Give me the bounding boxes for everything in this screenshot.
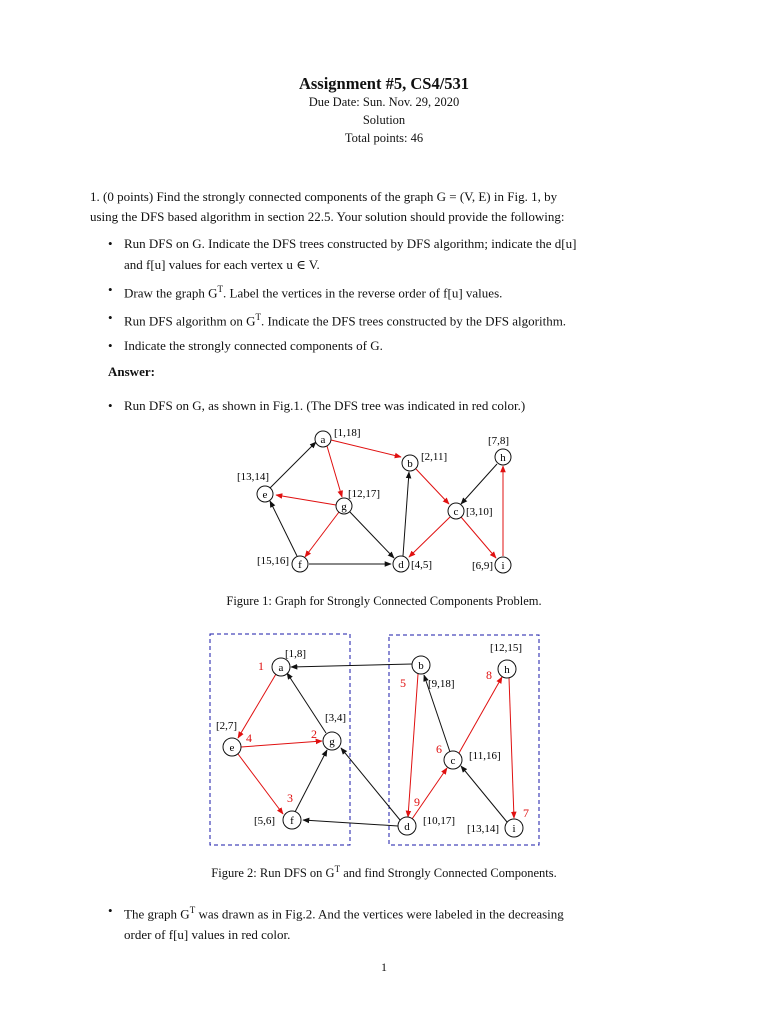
node-e-time: [2,7] — [216, 720, 238, 732]
node-i-time: [6,9] — [472, 560, 494, 572]
node-f-order: 3 — [287, 791, 293, 805]
node-a-order: 1 — [258, 659, 264, 673]
requirement-text: Run DFS algorithm on $G^T$. Indicate the DFS trees constructed by the DFS algorithm. — [124, 312, 567, 329]
figure-2-graph — [0, 630, 768, 850]
svg-text:g: g — [341, 501, 347, 513]
answer-text: Run DFS on G, as shown in Fig.1. (The DFS tree was indicated in red color.) — [124, 398, 526, 413]
edge-d-c — [412, 768, 447, 819]
node-c-time: [11,16] — [469, 750, 501, 762]
requirement-text: Indicate the strongly connected components of G. — [124, 338, 383, 353]
edge-f-e — [270, 501, 297, 556]
svg-text:b: b — [418, 660, 424, 672]
node-c — [448, 503, 493, 519]
node-a — [315, 427, 361, 447]
edge-h-c — [461, 464, 497, 504]
svg-text:c: c — [453, 506, 459, 518]
bullet-dot: • — [108, 398, 113, 413]
bullet-dot: • — [108, 310, 113, 325]
svg-text:g: g — [329, 736, 335, 748]
node-a — [258, 648, 306, 676]
edge-c-h — [459, 677, 502, 753]
node-i-order: 7 — [523, 806, 529, 820]
bullet-dot: • — [108, 903, 113, 918]
solution-label: Solution — [362, 113, 406, 127]
edge-a-g — [327, 446, 342, 497]
edge-g-a — [287, 673, 326, 733]
node-d-order: 9 — [414, 795, 420, 809]
edge-c-i — [461, 517, 496, 558]
due-date: Due Date: Sun. Nov. 29, 2020 — [308, 95, 460, 109]
problem-intro-line-1: 1. (0 points) Find the strongly connected components of the graph G = (V, E) in Fig. 1, by — [90, 189, 558, 204]
svg-text:i: i — [512, 823, 516, 835]
node-c-time: [3,10] — [466, 506, 493, 518]
node-b-order: 5 — [400, 676, 406, 690]
edge-e-f — [238, 754, 283, 814]
edge-d-b — [403, 472, 409, 556]
svg-text:e: e — [229, 742, 235, 754]
node-b-time: [9,18] — [428, 678, 455, 690]
svg-text:f: f — [290, 815, 294, 827]
answer-label: Answer: — [108, 364, 155, 379]
node-i — [472, 557, 511, 573]
edge-g-d — [349, 511, 394, 558]
node-f — [257, 555, 308, 572]
node-h-time: [12,15] — [490, 642, 523, 654]
figure-2-caption: Figure 2: Run DFS on $G^T$ and find Strongly Connected Components. — [211, 864, 557, 881]
edge-i-c — [461, 766, 507, 822]
bullet-dot: • — [108, 338, 113, 353]
requirement-text: Draw the graph $G^T$. Label the vertices in the reverse order of f[u] values. — [124, 284, 503, 301]
svg-text:h: h — [504, 664, 510, 676]
node-f-time: [15,16] — [257, 555, 290, 567]
node-c — [436, 742, 501, 769]
node-b — [402, 451, 447, 471]
svg-text:i: i — [501, 560, 505, 572]
node-e — [216, 720, 252, 756]
node-d — [398, 795, 455, 835]
node-d-time: [10,17] — [423, 815, 456, 827]
node-a-time: [1,18] — [334, 427, 361, 439]
svg-text:b: b — [407, 458, 413, 470]
svg-text:d: d — [398, 559, 404, 571]
node-h — [486, 642, 522, 682]
node-e-time: [13,14] — [237, 471, 270, 483]
node-h-time: [7,8] — [488, 435, 510, 447]
svg-text:a: a — [320, 434, 326, 446]
edge-a-b — [331, 440, 401, 457]
page-number: 1 — [381, 960, 387, 974]
edge-h-i — [509, 678, 514, 818]
edge-c-d — [409, 517, 450, 557]
svg-text:c: c — [450, 755, 456, 767]
edge-f-g — [295, 750, 327, 812]
node-h-order: 8 — [486, 668, 492, 682]
bullet-dot: • — [108, 282, 113, 297]
svg-text:a: a — [278, 662, 284, 674]
svg-text:e: e — [262, 489, 268, 501]
svg-text:h: h — [500, 452, 506, 464]
edge-b-a — [291, 664, 412, 667]
node-d — [393, 556, 432, 572]
total-points: Total points: 46 — [344, 131, 424, 145]
node-f — [254, 791, 301, 829]
edge-a-e — [238, 674, 276, 738]
node-g — [336, 488, 380, 514]
edge-b-c — [416, 469, 449, 504]
node-g-time: [3,4] — [325, 712, 347, 724]
problem-intro-line-2: using the DFS based algorithm in section 22.5. Your solution should provide the following: — [90, 209, 565, 224]
node-e-order: 4 — [246, 731, 252, 745]
node-e — [237, 471, 273, 502]
requirement-text: Run DFS on G. Indicate the DFS trees constructed by DFS algorithm; indicate the d[u] and f[u] values for each vertex u ∈ V. — [124, 236, 577, 272]
figure-1-caption: Figure 1: Graph for Strongly Connected Components Problem. — [226, 594, 542, 608]
node-f-time: [5,6] — [254, 815, 276, 827]
node-b-time: [2,11] — [421, 451, 448, 463]
node-h — [488, 435, 511, 465]
node-a-time: [1,8] — [285, 648, 307, 660]
figure-1-graph — [0, 415, 768, 585]
page-title: Assignment #5, CS4/531 — [298, 74, 470, 93]
node-c-order: 6 — [436, 742, 442, 756]
svg-text:f: f — [298, 559, 302, 571]
node-i-time: [13,14] — [467, 823, 500, 835]
scc-box-right — [389, 635, 539, 845]
edge-e-a — [270, 442, 316, 488]
final-text: The graph $G^T$ was drawn as in Fig.2. And the vertices were labeled in the decreasing order of f[u] values in red color. — [124, 905, 564, 943]
node-b — [400, 656, 455, 690]
svg-text:d: d — [404, 821, 410, 833]
bullet-dot: • — [108, 236, 113, 251]
edge-g-f — [305, 512, 339, 557]
node-g-time: [12,17] — [348, 488, 381, 500]
edge-e-g — [241, 741, 322, 747]
node-g-order: 2 — [311, 727, 317, 741]
node-d-time: [4,5] — [411, 559, 433, 571]
edge-g-e — [276, 495, 336, 505]
